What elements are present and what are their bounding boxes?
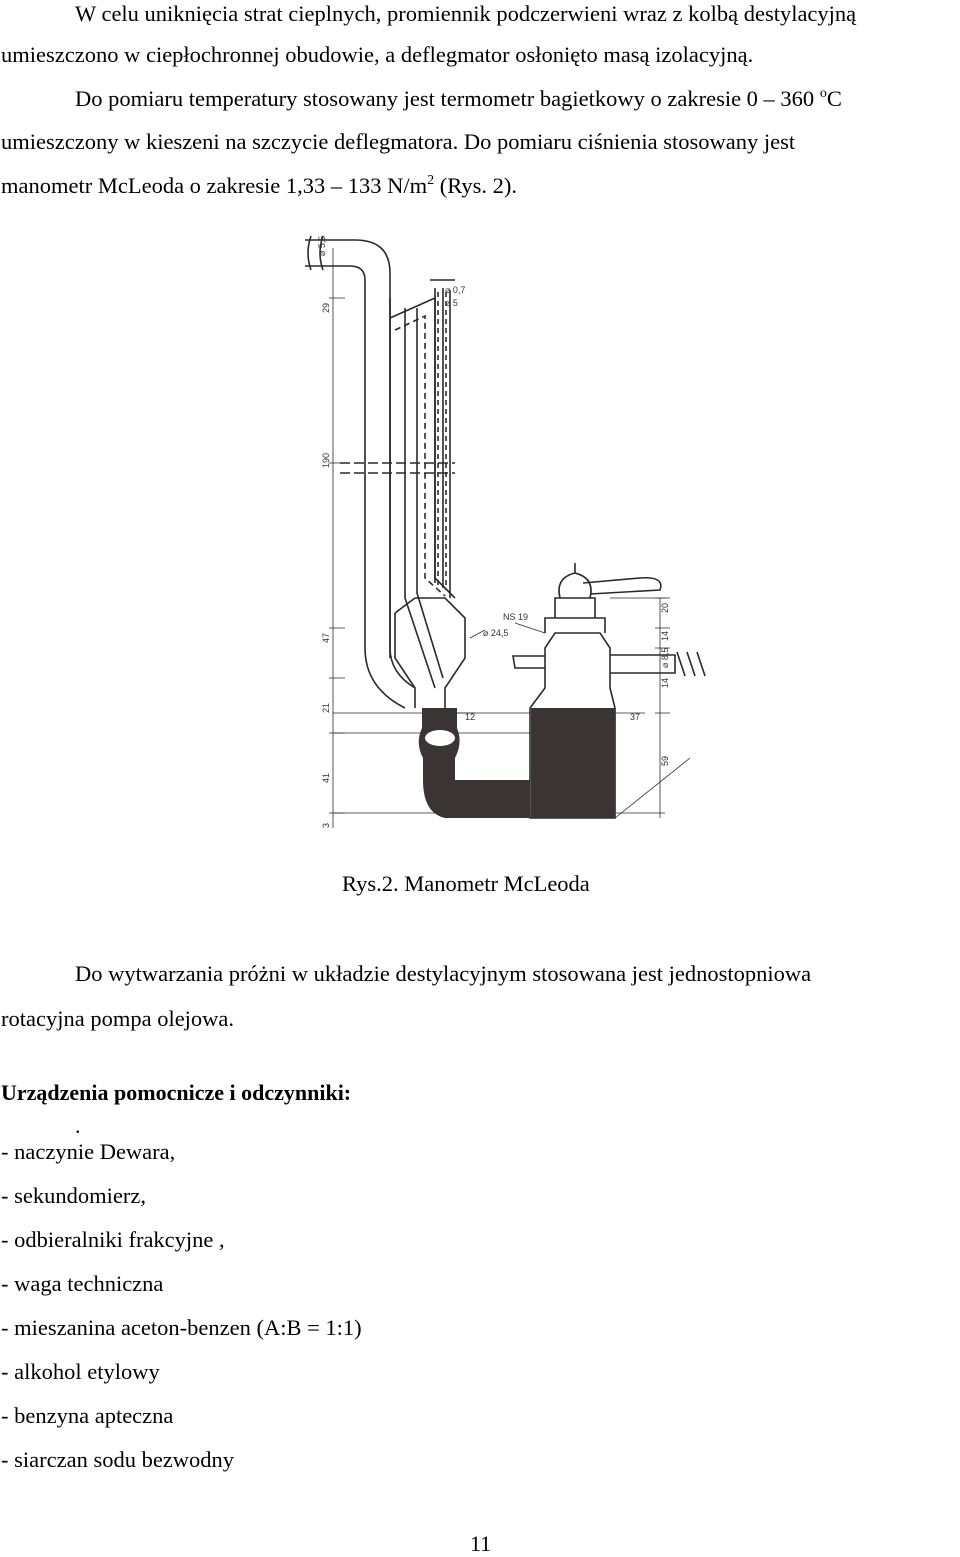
dim-41: 41 xyxy=(321,772,331,783)
list-item: - mieszanina aceton-benzen (A:B = 1:1) xyxy=(1,1315,362,1340)
paragraph1-line1: W celu uniknięcia strat cieplnych, promiennik podczerwieni wraz z kolbą destylacyjną xyxy=(75,1,857,26)
dim-capillary-07: ⌀ 0,7 xyxy=(445,285,466,295)
section-dot: . xyxy=(75,1113,81,1138)
list-item: - siarczan sodu bezwodny xyxy=(1,1447,235,1472)
dim-bulb-diameter: ⌀ 24,5 xyxy=(483,628,509,638)
dim-14b: 14 xyxy=(660,677,670,688)
manometer-svg xyxy=(305,218,725,858)
dim-20: 20 xyxy=(660,602,670,613)
reagents-list xyxy=(1,1134,362,1486)
paragraph2-line1: Do wytwarzania próżni w układzie destylacyjnym stosowana jest jednostopniowa xyxy=(75,961,812,986)
figure-caption: Rys.2. Manometr McLeoda xyxy=(342,871,590,896)
page-number: 11 xyxy=(470,1531,492,1556)
list-item: - benzyna apteczna xyxy=(1,1403,174,1428)
list-item: - sekundomierz, xyxy=(1,1183,146,1208)
outer-tube-left xyxy=(305,240,390,658)
dim-14a: 14 xyxy=(660,630,670,641)
dim-12: 12 xyxy=(465,712,476,722)
outer-tube-inner xyxy=(305,266,365,648)
list-item: - waga techniczna xyxy=(1,1271,164,1296)
dim-3: 3 xyxy=(321,822,331,828)
mercury-fill xyxy=(419,708,615,818)
paragraph2-line2: rotacyjna pompa olejowa. xyxy=(1,1006,235,1031)
dim-ns19: NS 19 xyxy=(503,612,529,622)
dim-capillary-5: ⌀ 5 xyxy=(445,298,458,308)
dim-190: 190 xyxy=(321,452,331,468)
dim-top-diameter: ⌀ 5,5 xyxy=(317,235,327,256)
dim-37: 37 xyxy=(630,712,641,722)
list-item: - naczynie Dewara, xyxy=(1,1139,176,1164)
dim-29: 29 xyxy=(321,302,331,313)
mcleod-manometer-drawing xyxy=(305,218,725,858)
paragraph1-line2: umieszczono w ciepłochronnej obudowie, a deflegmator osłonięto masą izolacyjną. xyxy=(1,42,754,67)
dim-59: 59 xyxy=(660,755,670,766)
list-item: - odbieralniki frakcyjne , xyxy=(1,1227,225,1252)
list-item: - alkohol etylowy xyxy=(1,1359,160,1384)
paragraph1-line5: manometr McLeoda o zakresie 1,33 – 133 $N/m^2$ (Rys. 2). xyxy=(1,173,517,198)
dim-21: 21 xyxy=(321,702,331,713)
section-heading: Urządzenia pomocnicze i odczynniki: xyxy=(1,1080,352,1105)
paragraph1-line4: umieszczony w kieszeni na szczycie deflegmatora. Do pomiaru ciśnienia stosowany jest xyxy=(1,129,796,154)
paragraph1-line3: Do pomiaru temperatury stosowany jest termometr bagietkowy o zakresie 0 – 360 $^o$C xyxy=(75,86,842,111)
dim-47: 47 xyxy=(321,632,331,643)
dim-d85: ⌀ 8,5 xyxy=(660,647,670,668)
